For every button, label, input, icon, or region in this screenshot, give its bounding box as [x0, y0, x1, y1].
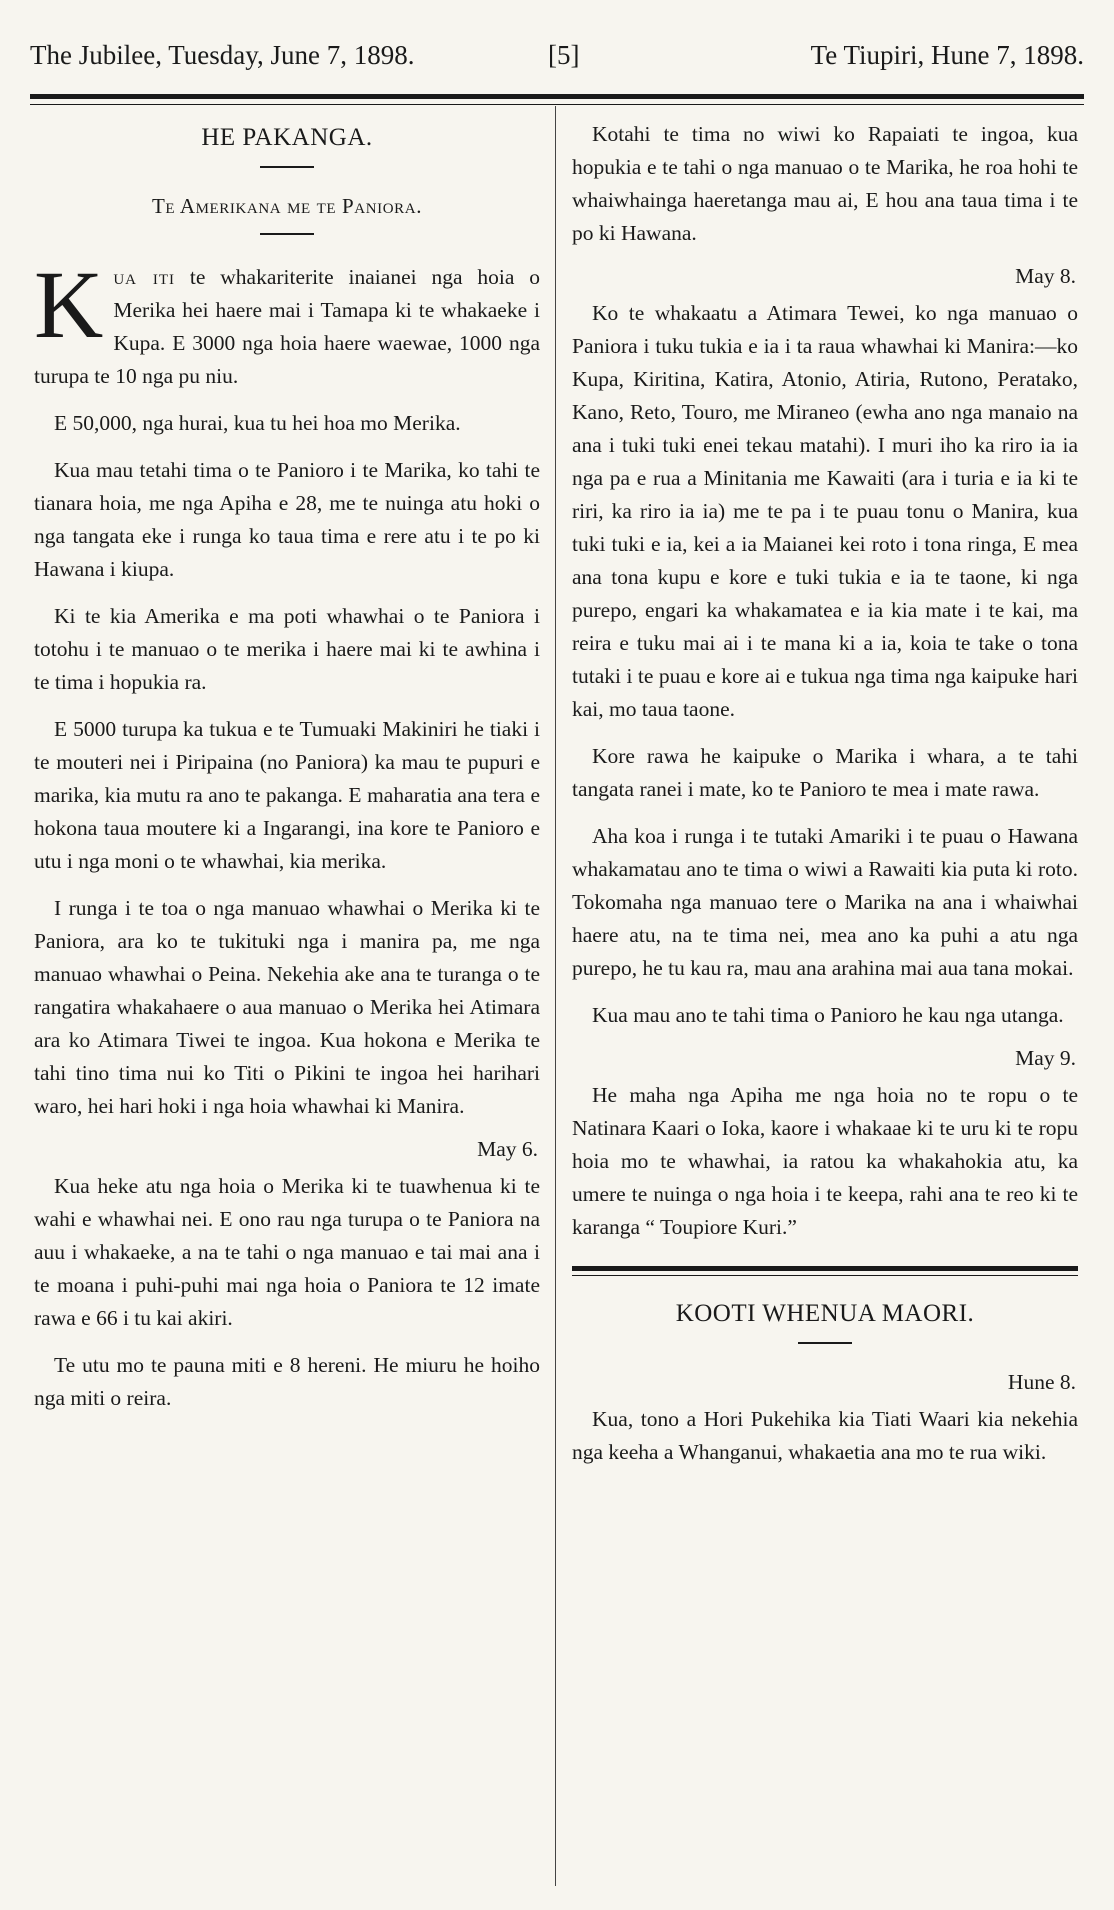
article-paragraph: Aha koa i runga i te tutaki Amariki i te puau o Hawana whakamatau ano te tima o wiwi a Rawaiti kia puta ki roto. Tokomaha nga manuao tere o Marika na ana i whaiwhai haere atu, na te tima nei, mea ano ka puhi a atu nga purepo, he tu kau ra, mau ana arahina mai aua tana mokai.: [572, 824, 1078, 980]
section-title-rule: [798, 1342, 852, 1344]
article-paragraph: E 50,000, nga hurai, kua tu hei hoa mo Merika.: [54, 411, 461, 435]
title-rule: [260, 166, 314, 168]
dateline: May 8.: [1015, 264, 1076, 288]
header-rule-thick: [30, 94, 1084, 99]
left-column: [34, 118, 540, 1429]
article-subtitle: Te Amerikana me te Paniora.: [151, 194, 423, 218]
page-number: [5]: [548, 40, 580, 70]
dateline: Hune 8.: [1007, 1370, 1076, 1394]
header-english-date: The Jubilee, Tuesday, June 7, 1898.: [30, 40, 415, 70]
section-rule-thick: [572, 1266, 1078, 1271]
dateline: May 9.: [1015, 1046, 1076, 1070]
page-header: [30, 40, 1084, 86]
dateline: May 6.: [477, 1137, 538, 1161]
article-paragraph: He maha nga Apiha me nga hoia no te ropu o te Natinara Kaari o Ioka, kaore i whakaae ki te uru ki te ropu hoia mo te whawhai, ia ratou ka whakahokia atu, ka umere te nuinga o nga hoia i te keepa, rahi ana te reo ki te karanga “ Toupiore Kuri.”: [572, 1083, 1078, 1239]
article-paragraph: E 5000 turupa ka tukua e te Tumuaki Makiniri he tiaki i te mouteri nei i Piripaina (no Paniora) ka mau te pupuri e marika, kia mutu ra ano te pakanga. E maharatia ana tera e hokona taua moutere ki a Ingarangi, ina kore te Panioro e utu i nga moni o te whawhai, kia merika.: [34, 717, 540, 873]
section-rule-thin: [572, 1275, 1078, 1276]
subtitle-rule: [260, 233, 314, 235]
lead-text: te whakariterite inaianei nga hoia o Merika hei haere mai i Tamapa ki te whakaeke i Kupa. E 3000 nga hoia haere waewae, 1000 nga turupa te 10 nga pu niu.: [34, 265, 540, 388]
drop-cap: K: [34, 251, 104, 358]
article-paragraph: [34, 251, 540, 393]
article-paragraph: Kua mau ano te tahi tima o Panioro he kau nga utanga.: [592, 1003, 1064, 1027]
article-paragraph: Kua heke atu nga hoia o Merika ki te tuawhenua ki te wahi e whawhai nei. E ono rau nga turupa o te Paniora na auu i whakaeke, a na te tahi o nga manuao e tai mai ana i te moana i puhi-puhi mai nga hoia o Paniora te 12 imate rawa e 66 i tu kai akiri.: [34, 1174, 540, 1330]
article-title: HE PAKANGA.: [201, 124, 373, 151]
header-rule-thin: [30, 104, 1084, 105]
right-column: [572, 118, 1078, 1483]
column-divider: [555, 106, 556, 1886]
lead-smallcaps: ua iti: [113, 265, 176, 289]
article-paragraph: Kotahi te tima no wiwi ko Rapaiati te ingoa, kua hopukia e te tahi o nga manuao o te Marika, he roa hohi te whaiwhainga haeretanga mau ai, E hou ana taua tima i te po ki Hawana.: [572, 122, 1078, 245]
article-paragraph: Ki te kia Amerika e ma poti whawhai o te Paniora i totohu i te manuao o te merika i haere mai ki te awhina i te tima i hopukia ra.: [34, 604, 540, 694]
article-paragraph: Kua, tono a Hori Pukehika kia Tiati Waari kia nekehia nga keeha a Whanganui, whakaetia ana mo te rua wiki.: [572, 1407, 1078, 1464]
article-paragraph: Kore rawa he kaipuke o Marika i whara, a te tahi tangata ranei i mate, ko te Panioro te mea i mate rawa.: [572, 744, 1078, 801]
article-paragraph: I runga i te toa o nga manuao whawhai o Merika ki te Paniora, ara ko te tukituki nga i manira pa, me nga manuao whawhai o Peina. Nekehia ake ana te turanga o te rangatira whakahaere o aua manuao o Merika hei Atimara ara ko Atimara Tiwei te ingoa. Kua hokona e Merika te tahi tino tima nui ko Titi o Pikini te ingoa hei harihari waro, hei hari hoki i nga hoia whawhai ki Manira.: [34, 896, 540, 1118]
article-paragraph: Kua mau tetahi tima o te Panioro i te Marika, ko tahi te tianara hoia, me nga Apiha e 28, me te nuinga atu hoki o nga tangata eke i runga ko taua tima e rere atu i te po ki Hawana i kiupa.: [34, 458, 540, 581]
article-paragraph: Te utu mo te pauna miti e 8 hereni. He miuru he hoiho nga miti o reira.: [34, 1353, 540, 1410]
section-title: KOOTI WHENUA MAORI.: [675, 1300, 975, 1327]
header-maori-date: Te Tiupiri, Hune 7, 1898.: [810, 40, 1084, 70]
article-paragraph: Ko te whakaatu a Atimara Tewei, ko nga manuao o Paniora i tuku tukia e ia i ta raua whawhai ki Manira:—ko Kupa, Kiritina, Katira, Atonio, Atiria, Rutono, Peratako, Kano, Reto, Touro, me Miraneo (ewha ano nga manaio na ana i tuki tuki enei tekau matahi). I muri iho ka riro ia ia nga pa e rua a Minitania me Kawaiti (ara i turia e ia ki te riri, ka riro ia ia) me te pa i te puau tonu o Manira, kua tuki tuki e ia, kei a ia Maianei kei roto i tona ringa, E mea ana tona kupu e kore e tuki tukia e ia te taone, ki nga purepo, engari ka whakamatea e ia kia mate i te kai, ma reira e tuku mai ai i te mana ki a ia, koia te take o tona tutaki i te puau e kore ai e tukua nga tima nga kaipuke hari kai, mo taua taone.: [572, 301, 1078, 721]
